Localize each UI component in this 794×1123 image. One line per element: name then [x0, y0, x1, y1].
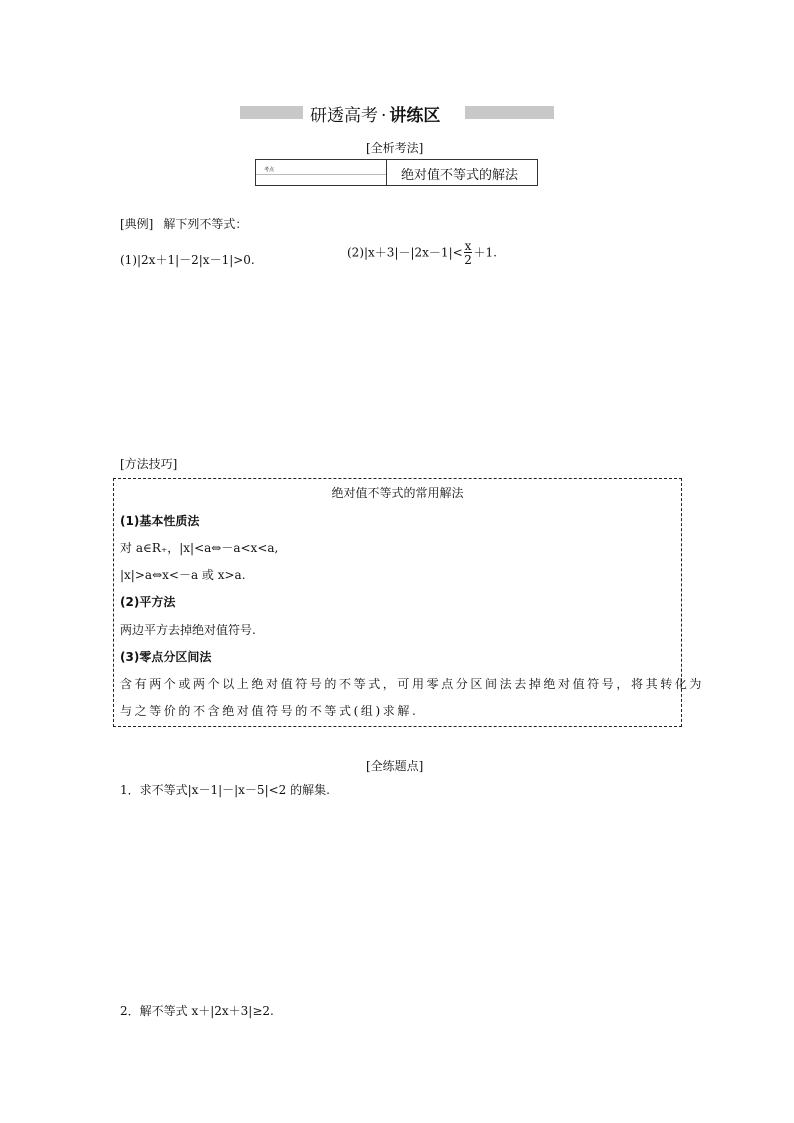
example-prompt: 解下列不等式： [163, 217, 248, 231]
title-part1: 研透高考 [310, 106, 378, 126]
method-heading-3: (3)零点分区间法 [120, 650, 212, 664]
practice-label: [全练题点] [366, 759, 424, 773]
example-label: [典例] [120, 217, 154, 231]
header-bar-left [240, 106, 303, 119]
method-line-5: 与之等价的不含绝对值符号的不等式(组)求解. [120, 704, 419, 718]
example-q2-prefix: (2)|x＋3|－|2x－1|< [347, 245, 463, 260]
example-q2-fraction [464, 240, 473, 266]
method-line-1: 对 a∈R₊，|x|<a⇔－a<x<a, [120, 541, 279, 555]
topic-table [255, 159, 538, 186]
practice-q1: 1．求不等式|x－1|－|x－5|<2 的解集. [120, 783, 330, 797]
topic-value: 绝对值不等式的解法 [401, 168, 519, 183]
fraction-denominator: 2 [464, 253, 472, 267]
title-part2: 讲练区 [389, 106, 441, 126]
header-bar-right [465, 106, 554, 119]
method-heading-1: (1)基本性质法 [120, 514, 200, 528]
example-q1: (1)|2x＋1|－2|x－1|>0. [120, 253, 255, 267]
method-heading-2: (2)平方法 [120, 595, 176, 609]
section-analysis-label: [全析考法] [366, 141, 424, 155]
method-label: [方法技巧] [120, 457, 178, 471]
practice-q2: 2．解不等式 x＋|2x＋3|≥2. [120, 1004, 274, 1018]
page-title [310, 101, 460, 126]
method-line-2: |x|>a⇔x<－a 或 x>a. [120, 568, 246, 582]
method-line-3: 两边平方去掉绝对值符号. [120, 623, 256, 637]
method-box [113, 478, 705, 727]
example-heading [120, 215, 247, 232]
topic-label: 考点 [264, 167, 275, 173]
topic-label-cell [256, 160, 387, 185]
method-box-title: 绝对值不等式的常用解法 [331, 486, 464, 500]
method-line-4: 含有两个或两个以上绝对值符号的不等式，可用零点分区间法去掉绝对值符号，将其转化为 [120, 677, 705, 691]
example-q2 [347, 240, 497, 266]
title-dot: · [381, 106, 387, 126]
fraction-numerator: x [464, 239, 472, 253]
topic-value-cell [387, 160, 537, 185]
topic-label-divider [256, 174, 386, 175]
example-q2-suffix: ＋1. [473, 245, 497, 260]
